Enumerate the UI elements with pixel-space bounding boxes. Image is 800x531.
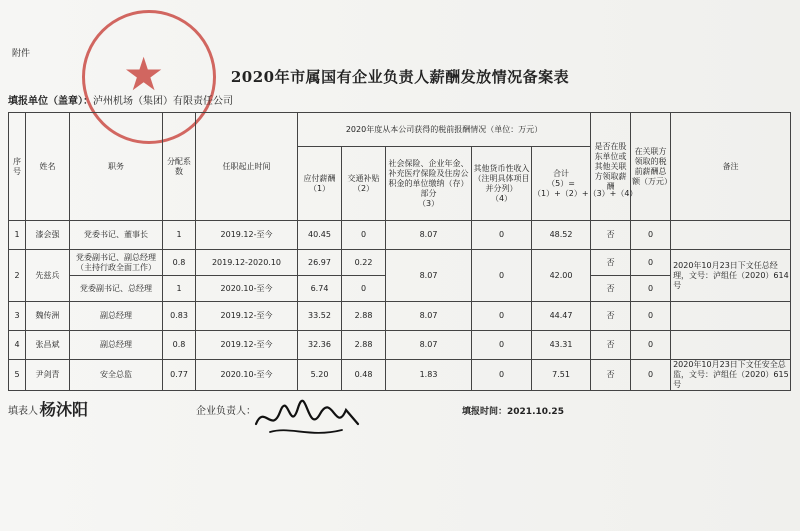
- attachment-label: 附件: [12, 49, 31, 59]
- table-row: 1 漆会强 党委书记、董事长 1 2019.12-至今 40.45 0 8.07 0 48.52 否 0: [9, 221, 791, 250]
- table-row: 4 张昌斌 副总经理 0.8 2019.12-至今 32.36 2.88 8.07 0 43.31 否 0: [9, 331, 791, 360]
- table-row: 党委副书记、总经理 1 2020.10-至今 6.74 0 否 0: [9, 276, 791, 302]
- header-remark: 备注: [671, 113, 791, 221]
- filler-unit-label: 填报单位（盖章）：: [8, 96, 93, 107]
- table-row: 2 先兹兵 党委副书记、副总经理（主持行政全面工作） 0.8 2019.12-2020.10 26.97 0.22 8.07 0 42.00 否 0 2020年10月23日下文任总经理，文号：泸组任（2020）614号: [9, 250, 791, 276]
- filler-label: 填表人：: [8, 406, 48, 417]
- header-pay: 应付薪酬 （1）: [298, 147, 342, 221]
- header-seq: 序号: [9, 113, 26, 221]
- header-related: 在关联方领取的税前薪酬总额（万元）: [631, 113, 671, 221]
- header-total: 合计 （5）=（1）+（2）+（3）+（4）: [532, 147, 591, 221]
- filler-unit-value: 泸州机场（集团）有限责任公司: [93, 96, 233, 107]
- filler-signature: 杨沐阳: [40, 400, 89, 419]
- date-label: 填报时间：: [462, 407, 508, 417]
- header-row-1: [9, 113, 791, 147]
- page-title: 2020年市属国有企业负责人薪酬发放情况备案表: [230, 68, 570, 86]
- head-label: 企业负责人：: [196, 406, 256, 417]
- salary-table: [8, 112, 791, 391]
- header-name: 姓名: [26, 113, 70, 221]
- table-row: 5 尹剑青 安全总监 0.77 2020.10-至今 5.20 0.48 1.83 0 7.51 否 0 2020年10月23日下文任安全总监，文号：泸组任（2020）615号: [9, 360, 791, 391]
- header-social: 社会保险、企业年金、补充医疗保险及住房公积金的单位缴纳（存）部分 （3）: [386, 147, 472, 221]
- header-share: 是否在股东单位或其他关联方领取薪酬: [591, 113, 631, 221]
- table-row: 3 魏传洲 副总经理 0.83 2019.12-至今 33.52 2.88 8.07 0 44.47 否 0: [9, 302, 791, 331]
- header-term: 任职起止时间: [196, 113, 298, 221]
- head-signature-icon: [250, 394, 362, 442]
- seal-star-icon: ★: [123, 47, 165, 101]
- header-position: 职务: [70, 113, 163, 221]
- header-transport: 交通补贴 （2）: [342, 147, 386, 221]
- header-coef: 分配系数: [163, 113, 196, 221]
- header-other: 其他货币性收入（注明具体项目并分列） （4）: [472, 147, 532, 221]
- header-income-group: 2020年度从本公司获得的税前报酬情况（单位：万元）: [298, 113, 591, 147]
- date-value: 2021.10.25: [507, 407, 564, 417]
- filler-unit: [8, 92, 233, 107]
- report-date: [462, 404, 564, 417]
